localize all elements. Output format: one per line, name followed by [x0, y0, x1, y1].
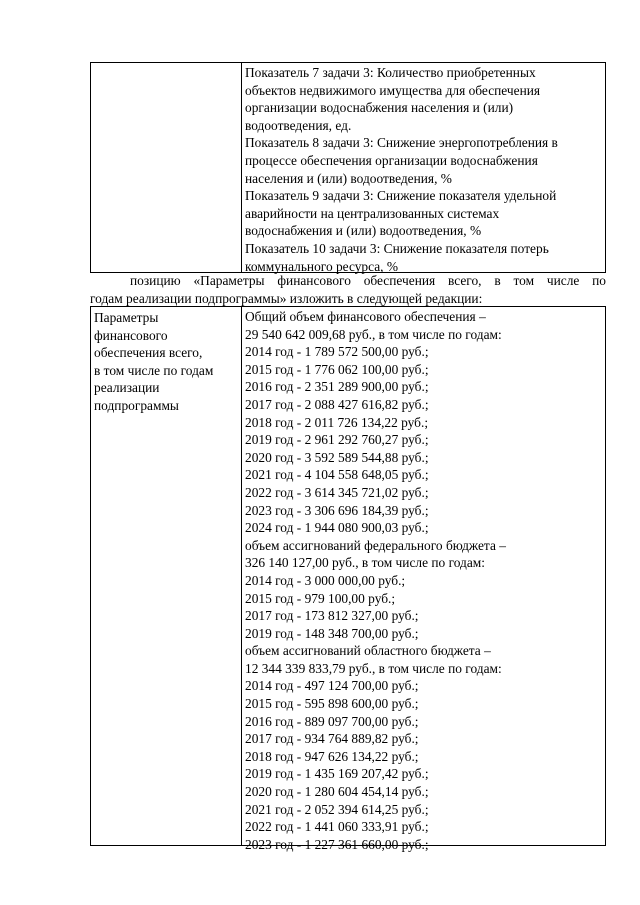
financing-line: 2014 год - 1 789 572 500,00 руб.;	[245, 344, 429, 360]
financing-line: объем ассигнований областного бюджета –	[245, 643, 491, 659]
indicator-line: коммунального ресурса, %	[245, 258, 399, 274]
indicator-line: водоотведения, ед.	[245, 117, 352, 133]
label-line: Параметры	[94, 310, 159, 325]
indicators-table-left-cell	[91, 63, 242, 272]
financing-line: 2022 год - 3 614 345 721,02 руб.;	[245, 484, 429, 500]
indicator-line: аварийности на централизованных системах	[245, 205, 500, 221]
financing-line: 326 140 127,00 руб., в том числе по годам:	[245, 555, 485, 571]
indicators-table	[90, 62, 606, 273]
financing-line: 2017 год - 934 764 889,82 руб.;	[245, 731, 419, 747]
indicator-line: водоснабжения и (или) водоотведения, %	[245, 223, 482, 239]
indicators-table-right-cell	[242, 63, 605, 272]
indicator-line: процессе обеспечения организации водоснабжения	[245, 152, 538, 168]
financing-table-label-cell	[91, 307, 242, 845]
financing-table-value-cell	[242, 307, 605, 852]
label-line: в том числе по годам	[94, 362, 214, 378]
indicator-line: объектов недвижимого имущества для обеспечения	[245, 82, 541, 98]
financing-line: 2015 год - 595 898 600,00 руб.;	[245, 696, 419, 712]
financing-line: 2016 год - 889 097 700,00 руб.;	[245, 713, 419, 729]
financing-line: 2014 год - 497 124 700,00 руб.;	[245, 678, 419, 694]
financing-line: 2016 год - 2 351 289 900,00 руб.;	[245, 379, 429, 395]
label-line: обеспечения всего,	[94, 345, 203, 361]
financing-line: 2023 год - 1 227 361 660,00 руб.;	[245, 836, 429, 852]
financing-line: 2017 год - 2 088 427 616,82 руб.;	[245, 396, 429, 412]
financing-line: 2018 год - 2 011 726 134,22 руб.;	[245, 414, 429, 430]
financing-line: объем ассигнований федерального бюджета –	[245, 537, 506, 553]
indicator-line: организации водоснабжения населения и (или)	[245, 100, 514, 116]
financing-line: 2020 год - 1 280 604 454,14 руб.;	[245, 784, 429, 800]
financing-line: 29 540 642 009,68 руб., в том числе по годам:	[245, 326, 502, 342]
financing-line: 2015 год - 979 100,00 руб.;	[245, 590, 396, 606]
label-line: подпрограммы	[94, 397, 179, 413]
indicator-line: Показатель 9 задачи 3: Снижение показателя удельной	[245, 188, 557, 204]
financing-line: 2019 год - 2 961 292 760,27 руб.;	[245, 432, 429, 448]
amendment-paragraph	[90, 272, 606, 307]
financing-line: Общий объем финансового обеспечения –	[245, 309, 486, 324]
financing-line: 2023 год - 3 306 696 184,39 руб.;	[245, 502, 429, 518]
financing-line: 2024 год - 1 944 080 900,03 руб.;	[245, 520, 429, 536]
financing-line: 2020 год - 3 592 589 544,88 руб.;	[245, 449, 429, 465]
label-line: реализации	[94, 380, 160, 396]
indicator-line: Показатель 10 задачи 3: Снижение показателя потерь	[245, 240, 549, 256]
label-line: финансового	[94, 327, 168, 343]
financing-line: 2018 год - 947 626 134,22 руб.;	[245, 748, 419, 764]
financing-line: 2019 год - 148 348 700,00 руб.;	[245, 625, 419, 641]
financing-line: 2022 год - 1 441 060 333,91 руб.;	[245, 819, 429, 835]
indicator-line: Показатель 7 задачи 3: Количество приобретенных	[245, 65, 536, 80]
indicator-line: Показатель 8 задачи 3: Снижение энергопотребления в	[245, 135, 558, 151]
financing-line: 2019 год - 1 435 169 207,42 руб.;	[245, 766, 429, 782]
financing-line: 2021 год - 4 104 558 648,05 руб.;	[245, 467, 429, 483]
paragraph-line-2: годам реализации подпрограммы» изложить в следующей редакции:	[90, 290, 483, 306]
financing-line: 2015 год - 1 776 062 100,00 руб.;	[245, 361, 429, 377]
financing-line: 2014 год - 3 000 000,00 руб.;	[245, 572, 406, 588]
page-top-margin	[0, 0, 640, 62]
financing-line: 2017 год - 173 812 327,00 руб.;	[245, 608, 419, 624]
paragraph-line-1: позицию «Параметры финансового обеспечения всего, в том числе по	[130, 273, 606, 288]
indicator-line: населения и (или) водоотведения, %	[245, 170, 452, 186]
financing-table	[90, 306, 606, 852]
financing-line: 2021 год - 2 052 394 614,25 руб.;	[245, 801, 429, 817]
financing-line: 12 344 339 833,79 руб., в том числе по годам:	[245, 660, 502, 676]
